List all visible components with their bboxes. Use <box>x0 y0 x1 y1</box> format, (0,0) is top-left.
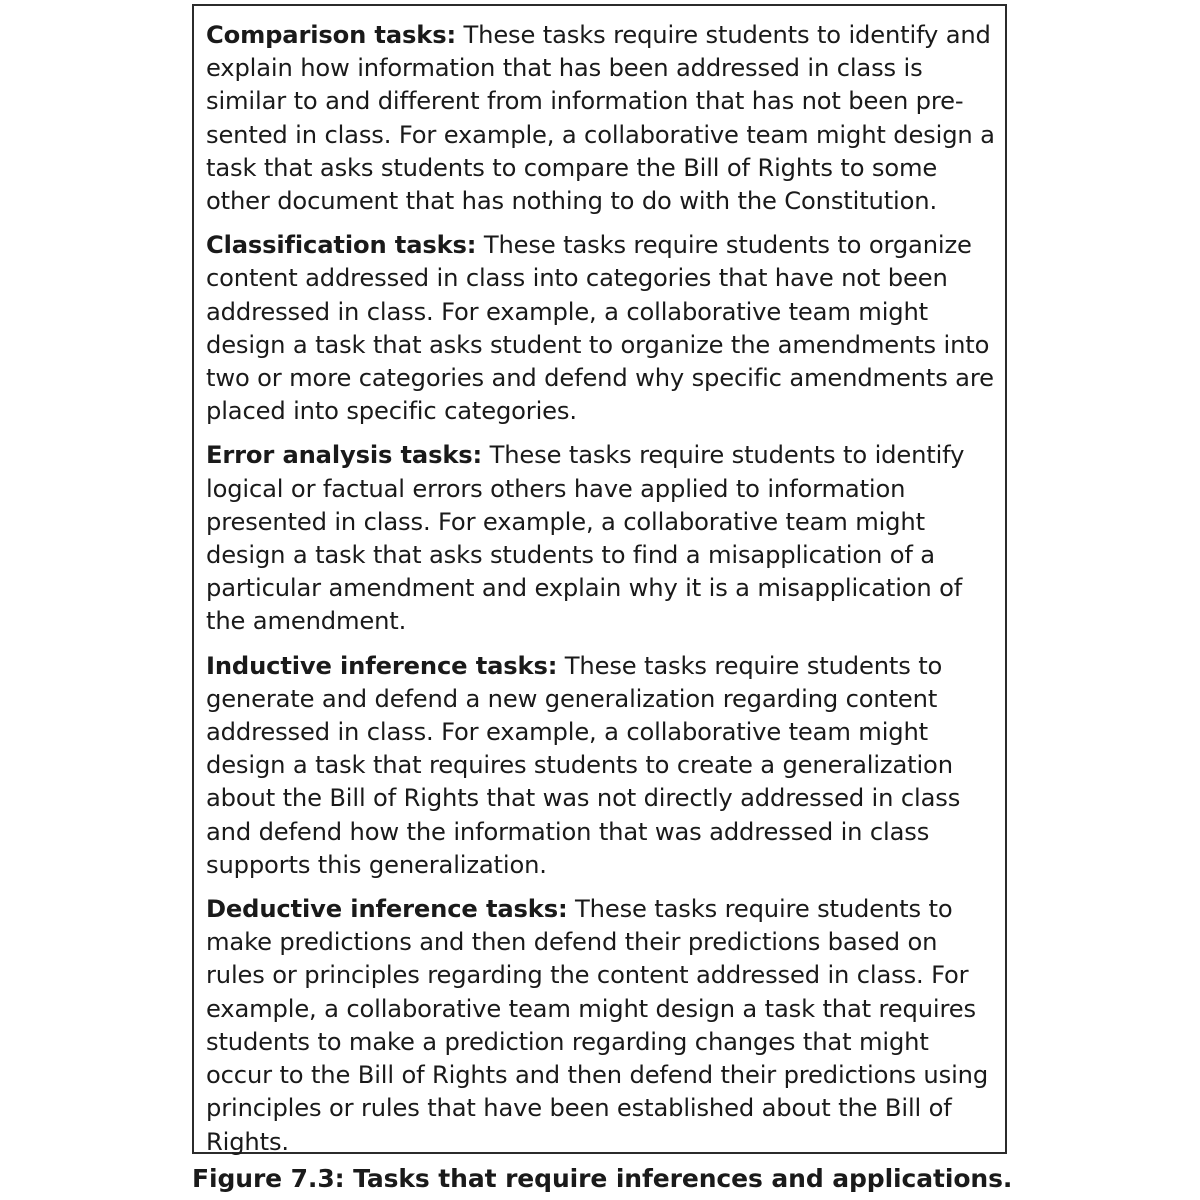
task-term: Error analysis tasks: <box>206 441 483 470</box>
task-term: Inductive inference tasks: <box>206 651 558 680</box>
task-deductive-inference <box>206 893 995 1159</box>
figure-box <box>192 4 1007 1154</box>
task-term: Deductive inference tasks: <box>206 895 568 924</box>
task-classification <box>206 229 995 428</box>
task-description: These tasks require students to make predictions and then defend their predictions based on rules or principles regarding the content addressed in class. For example, a collaborative team might design a task that requires students to make a prediction regarding changes that might occur to the Bill of Rights and then defend their predictions using principles or rules that have been established about the Bill of Rights. <box>206 895 989 1156</box>
task-comparison <box>206 19 995 218</box>
task-inductive-inference <box>206 650 995 882</box>
task-description: These tasks require students to identify logical or factual errors others have applied to information presented in class. For example, a collaborative team might design a task that asks students to find a misapplication of a particular amendment and explain why it is a misapplication of the amendment. <box>206 441 965 636</box>
task-term: Comparison tasks: <box>206 21 456 49</box>
task-description: These tasks require students to identify and explain how information that has been addressed in class is similar to and different from information that has not been presented in class. For example, a collaborative team might design a task that asks students to compare the Bill of Rights to some other document that has nothing to do with the Constitution. <box>206 21 995 216</box>
task-description: These tasks require students to generate and defend a new generalization regarding content addressed in class. For example, a collaborative team might design a task that requires students to create a generalization about the Bill of Rights that was not directly addressed in class and defend how the information that was addressed in class supports this generalization. <box>206 651 961 879</box>
task-error-analysis <box>206 439 995 638</box>
figure-caption: Figure 7.3: Tasks that require inferences and applications. <box>192 1164 1013 1193</box>
task-term: Classification tasks: <box>206 231 477 260</box>
task-description: These tasks require students to organize content addressed in class into categories that have not been addressed in class. For example, a collaborative team might design a task that asks student to organize the amendments into two or more categories and defend why specific amendments are placed into specific categories. <box>206 231 994 426</box>
